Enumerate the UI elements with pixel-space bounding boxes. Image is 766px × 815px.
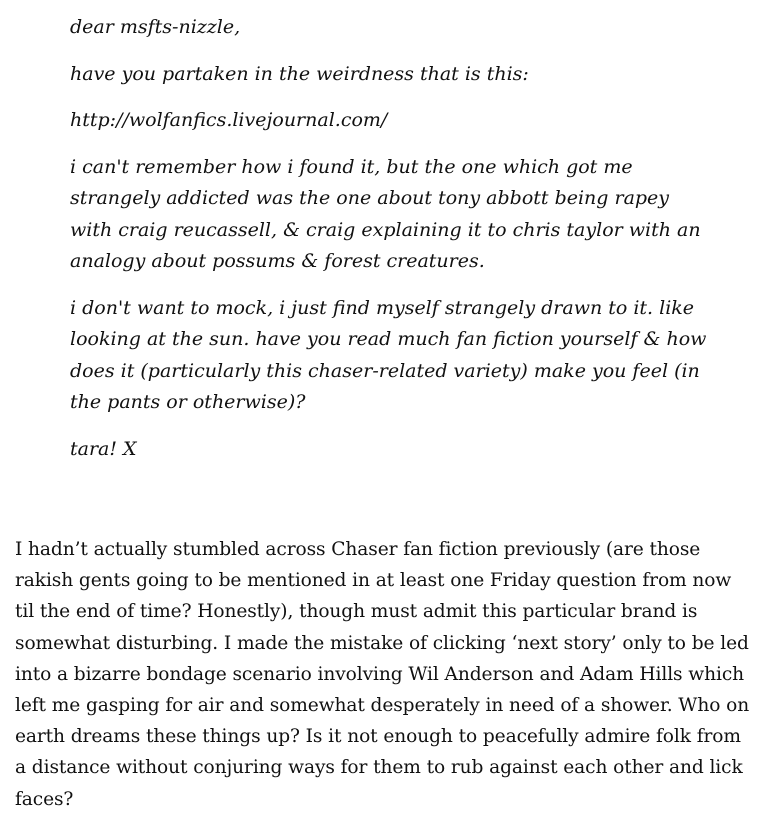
reader-letter-blockquote: [70, 12, 710, 480]
livejournal-link[interactable]: http://wolfanfics.livejournal.com/: [70, 109, 388, 131]
response-paragraph: I hadn’t actually stumbled across Chaser fan fiction previously (are those rakish gents going to be mentioned in at least one Friday question from now til the end of time? Honestly), though must admit this particular brand is somewhat disturbing. I made the mistake of clicking ‘next story’ only to be led into a bizarre bondage scenario involving Wil Anderson and Adam Hills which left me gasping for air and somewhat desperately in need of a shower. Who on earth dreams these things up? Is it not enough to peacefully admire folk from a distance without conjuring ways for them to rub against each other and lick faces?: [15, 539, 750, 810]
letter-signoff: tara! X: [70, 437, 137, 460]
letter-link-paragraph: [70, 105, 710, 137]
letter-paragraph-2: i don't want to mock, i just find myself strangely drawn to it. like looking at the sun. have you read much fan fiction yourself & how does it (particularly this chaser-related variety) make you feel (in the pants or otherwise)?: [70, 296, 707, 413]
letter-paragraph-1: i can't remember how i found it, but the one which got me strangely addicted was the one about tony abbott being rapey with craig reucassell, & craig explaining it to chris taylor with an analogy about possums & forest creatures.: [70, 155, 701, 272]
letter-greeting: dear msfts-nizzle,: [70, 16, 241, 38]
letter-intro: have you partaken in the weirdness that is this:: [70, 62, 529, 85]
